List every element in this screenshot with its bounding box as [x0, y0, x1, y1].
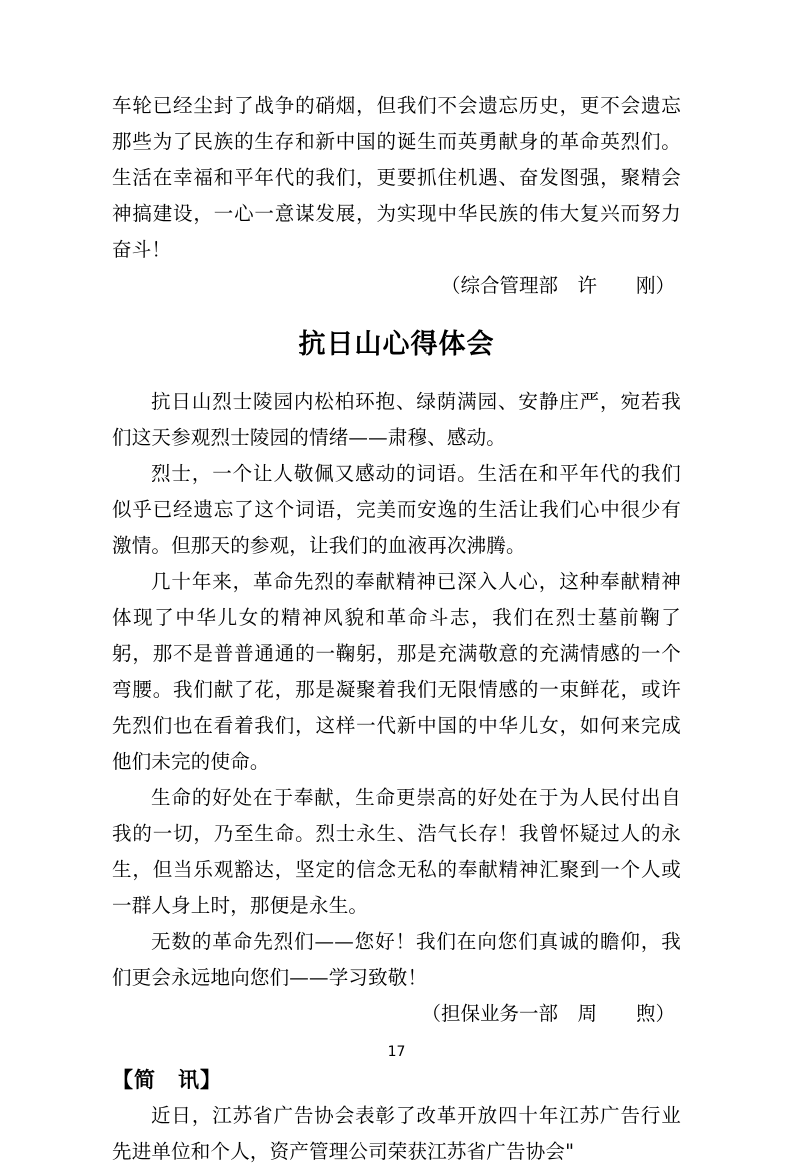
continued-signature: （综合管理部 许 刚）: [440, 274, 675, 297]
article-title: 抗日山心得体会: [298, 329, 495, 360]
news-section-label: 【简 讯】: [112, 1068, 222, 1092]
continued-paragraph: 车轮已经尘封了战争的硝烟，但我们不会遗忘历史，更不会遗忘那些为了民族的生存和新中国的诞生而英勇献身的革命英烈们。生活在幸福和平年代的我们，更要抓住机遇、奋发图强，聚精会神搞建设，一心一意谋发展，为实现中华民族的伟大复兴而努力奋斗！: [112, 94, 681, 261]
news-paragraph-1: 近日，江苏省广告协会表彰了改革开放四十年江苏广告行业先进单位和个人，资产管理公司荣获江苏省广告协会": [112, 1104, 681, 1163]
article-paragraph-5: 无数的革命先烈们——您好！我们在向您们真诚的瞻仰，我们更会永远地向您们——学习致敬！: [112, 930, 681, 989]
article-paragraph-2: 烈士，一个让人敬佩又感动的词语。生活在和平年代的我们似乎已经遗忘了这个词语，完美而安逸的生活让我们心中很少有激情。但那天的参观，让我们的血液再次沸腾。: [112, 462, 681, 557]
article-paragraph-4: 生命的好处在于奉献，生命更崇高的好处在于为人民付出自我的一切，乃至生命。烈士永生、浩气长存！我曾怀疑过人的永生，但当乐观豁达，坚定的信念无私的奉献精神汇聚到一个人或一群人身上时，那便是永生。: [112, 786, 681, 917]
page-number: 17: [387, 1044, 406, 1060]
article-paragraph-1: 抗日山烈士陵园内松柏环抱、绿荫满园、安静庄严，宛若我们这天参观烈士陵园的情绪——肃穆、感动。: [112, 390, 681, 449]
article-signature: （担保业务一部 周 煦）: [421, 1002, 675, 1025]
article-paragraph-3: 几十年来，革命先烈的奉献精神已深入人心，这种奉献精神体现了中华儿女的精神风貌和革命斗志，我们在烈士墓前鞠了躬，那不是普普通通的一鞠躬，那是充满敬意的充满情感的一个弯腰。我们献了花，那是凝聚着我们无限情感的一束鲜花，或许先烈们也在看着我们，这样一代新中国的中华儿女，如何来完成他们未完的使命。: [112, 570, 681, 773]
